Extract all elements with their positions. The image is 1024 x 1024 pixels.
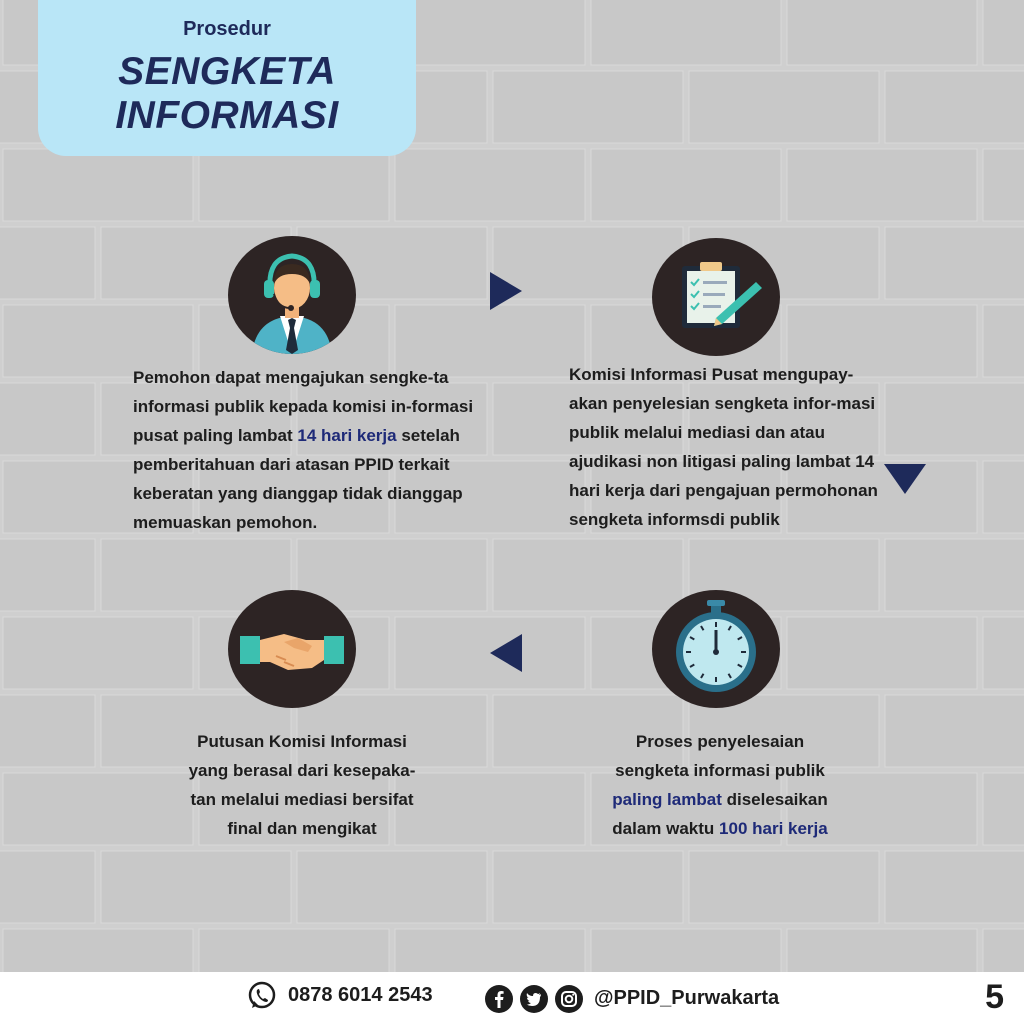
brick bbox=[3, 773, 193, 845]
brick bbox=[591, 0, 781, 65]
step-3-highlight-2: 100 hari kerja bbox=[719, 819, 828, 838]
twitter-icon[interactable] bbox=[519, 984, 549, 1014]
brick bbox=[983, 461, 1024, 533]
page-title bbox=[38, 50, 416, 138]
brick bbox=[0, 851, 95, 923]
title-subtitle: Prosedur bbox=[183, 18, 271, 40]
step-2-text: Komisi Informasi Pusat mengupay-akan penyelesian sengketa infor-masi publik melalui mediasi dan atau ajudikasi non litigasi paling lambat 14 hari kerja dari pengajuan permohonan sengketa informsdi publik bbox=[569, 365, 878, 529]
brick bbox=[983, 0, 1024, 65]
brick bbox=[0, 539, 95, 611]
brick bbox=[0, 695, 95, 767]
brick bbox=[885, 383, 1024, 455]
phone-number[interactable]: 0878 6014 2543 bbox=[288, 984, 433, 1006]
title-line-2: INFORMASI bbox=[115, 94, 339, 137]
brick bbox=[101, 851, 291, 923]
brick bbox=[493, 851, 683, 923]
step-4-text: Putusan Komisi Informasi yang berasal dari kesepaka-tan melalui mediasi bersifat final dan mengikat bbox=[188, 732, 416, 838]
brick bbox=[0, 383, 95, 455]
instagram-icon[interactable] bbox=[554, 984, 584, 1014]
brick bbox=[983, 305, 1024, 377]
brick bbox=[885, 227, 1024, 299]
brick bbox=[3, 929, 193, 972]
brick bbox=[199, 149, 389, 221]
social-handle[interactable]: @PPID_Purwakarta bbox=[594, 987, 780, 1009]
brick bbox=[297, 851, 487, 923]
whatsapp-icon[interactable] bbox=[246, 980, 278, 1012]
brick bbox=[787, 929, 977, 972]
title-banner bbox=[38, 0, 416, 156]
brick bbox=[787, 149, 977, 221]
brick bbox=[787, 0, 977, 65]
brick bbox=[493, 71, 683, 143]
arrow-left-icon bbox=[488, 632, 524, 674]
brick bbox=[395, 929, 585, 972]
brick bbox=[885, 695, 1024, 767]
brick bbox=[787, 617, 977, 689]
brick bbox=[983, 149, 1024, 221]
title-line-1: SENGKETA bbox=[118, 50, 336, 93]
brick bbox=[689, 851, 879, 923]
arrow-right-icon bbox=[488, 270, 524, 312]
brick bbox=[395, 0, 585, 65]
brick bbox=[885, 539, 1024, 611]
brick bbox=[3, 617, 193, 689]
brick bbox=[983, 773, 1024, 845]
brick bbox=[885, 71, 1024, 143]
handshake-icon bbox=[228, 590, 356, 708]
brick bbox=[3, 149, 193, 221]
footer bbox=[0, 972, 1024, 1024]
facebook-icon[interactable] bbox=[484, 984, 514, 1014]
brick bbox=[885, 851, 1024, 923]
brick bbox=[199, 929, 389, 972]
step-1-text: Pemohon dapat mengajukan sengke-ta informasi publik kepada komisi in-formasi pusat paling lambat 14 hari kerja setelah pemberitahuan dari atasan PPID terkait keberatan yang dianggap tidak dianggap memuaskan pemohon. bbox=[133, 368, 474, 532]
customer-service-icon bbox=[228, 236, 356, 354]
clipboard-checklist-icon bbox=[652, 238, 780, 356]
step-1-highlight: 14 hari kerja bbox=[297, 426, 397, 445]
step-3-text: Proses penyelesaian sengketa informasi publik paling lambat diselesaikan dalam waktu 100 hari kerja bbox=[612, 732, 828, 838]
brick bbox=[689, 71, 879, 143]
page-number: 5 bbox=[985, 978, 1004, 1016]
brick bbox=[591, 149, 781, 221]
brick bbox=[983, 929, 1024, 972]
brick bbox=[395, 149, 585, 221]
stopwatch-icon bbox=[652, 590, 780, 708]
arrow-down-icon bbox=[882, 462, 928, 496]
step-3-highlight-1: paling lambat bbox=[612, 790, 722, 809]
brick bbox=[591, 929, 781, 972]
brick bbox=[0, 227, 95, 299]
brick bbox=[983, 617, 1024, 689]
